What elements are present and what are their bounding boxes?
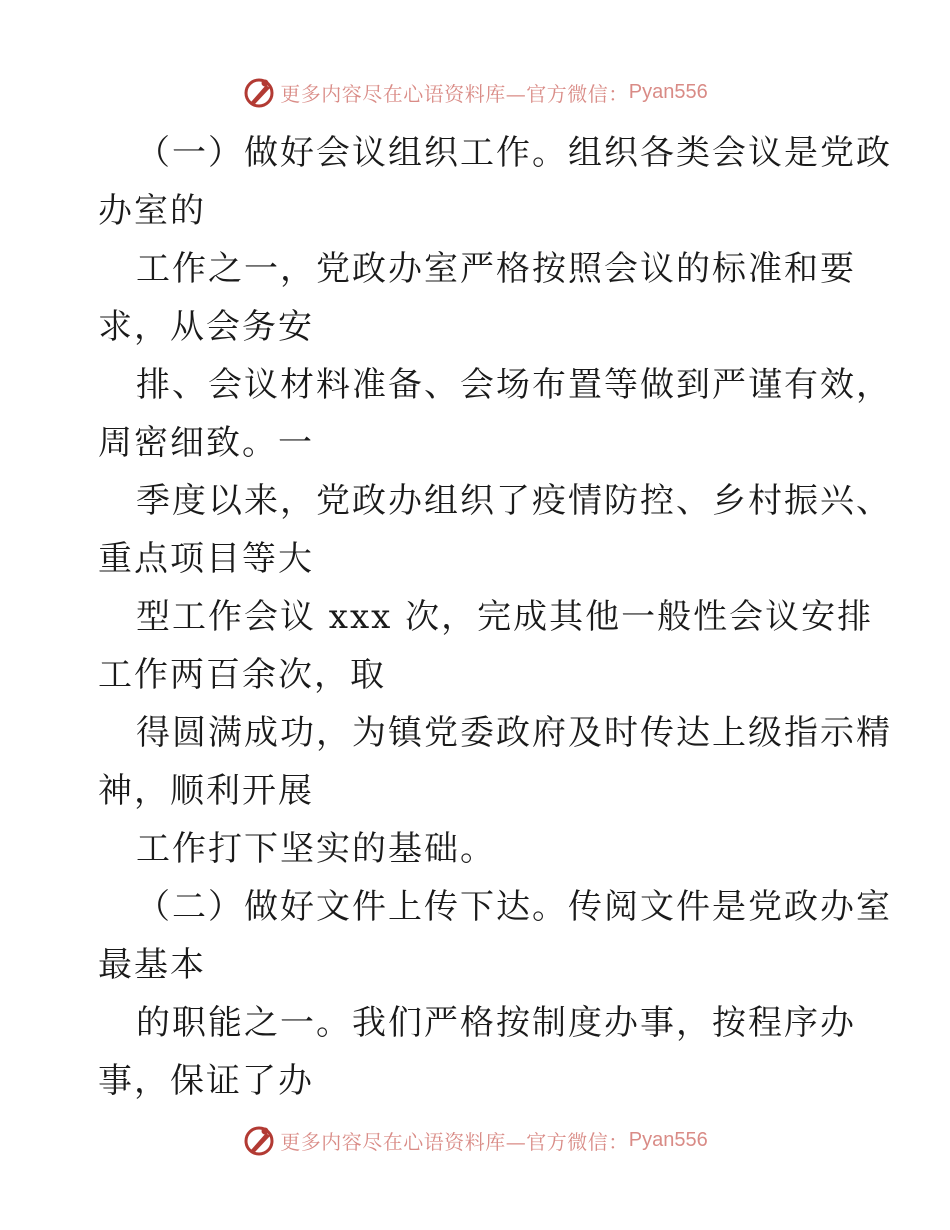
text-line: 最基本 [98, 945, 206, 985]
watermark-account: Pyan556 [628, 1128, 708, 1151]
watermark-text: 更多内容尽在心语资料库—官方微信： [280, 1129, 629, 1154]
text-line: 工作打下坚实的基础。 [136, 829, 496, 869]
text-line: 事，保证了办 [98, 1061, 314, 1101]
text-line: 工作之一，党政办室严格按照会议的标准和要 [136, 249, 856, 289]
text-line: 办室的 [98, 191, 206, 231]
text-line: （二）做好文件上传下达。传阅文件是党政办室 [136, 887, 892, 927]
text-line: 求，从会务安 [98, 307, 314, 347]
header-watermark [0, 72, 950, 112]
pen-nib-seal-icon [242, 75, 276, 109]
text-line: 工作两百余次，取 [98, 655, 386, 695]
text-line: 得圆满成功，为镇党委政府及时传达上级指示精 [136, 713, 892, 753]
text-line: 的职能之一。我们严格按制度办事，按程序办 [136, 1003, 856, 1043]
text-line: （一）做好会议组织工作。组织各类会议是党政 [136, 133, 892, 173]
text-line: 型工作会议 xxx 次，完成其他一般性会议安排 [136, 597, 874, 637]
text-line: 周密细致。一 [98, 423, 314, 463]
text-line: 排、会议材料准备、会场布置等做到严谨有效， [136, 365, 892, 405]
text-line: 重点项目等大 [98, 539, 314, 579]
text-line: 季度以来，党政办组织了疫情防控、乡村振兴、 [136, 481, 892, 521]
watermark-text: 更多内容尽在心语资料库—官方微信： [280, 81, 629, 106]
footer-watermark [0, 1120, 950, 1160]
text-line: 神，顺利开展 [98, 771, 314, 811]
watermark-account: Pyan556 [628, 80, 708, 103]
pen-nib-seal-icon [242, 1123, 276, 1157]
